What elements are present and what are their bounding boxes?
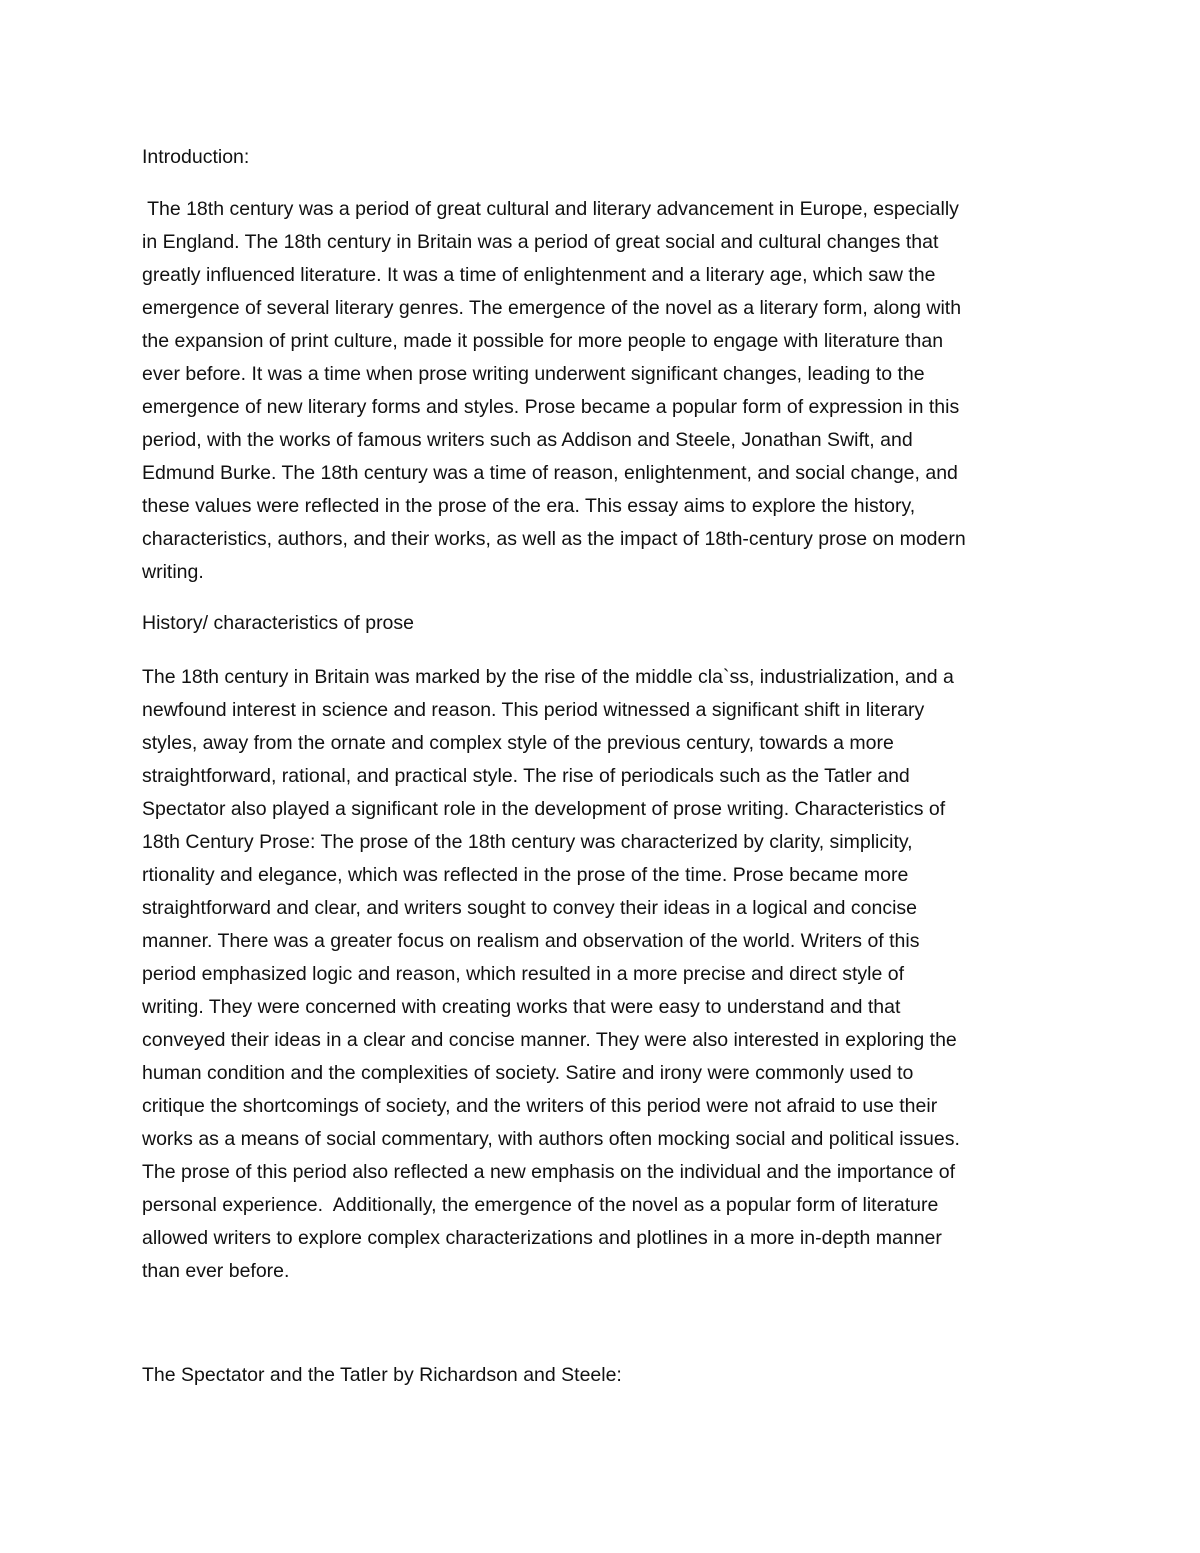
text-line: than ever before.	[142, 1260, 290, 1282]
text-line: newfound interest in science and reason. This period witnessed a significant shift in literary	[142, 699, 925, 721]
text-line: emergence of new literary forms and styles. Prose became a popular form of expression in this	[142, 396, 960, 418]
text-line: characteristics, authors, and their works, as well as the impact of 18th-century prose on modern	[142, 528, 966, 550]
heading-text: The Spectator and the Tatler by Richardson and Steele:	[142, 1364, 622, 1386]
text-line: manner. There was a greater focus on realism and observation of the world. Writers of this	[142, 930, 920, 952]
heading-history-characteristics	[142, 607, 414, 640]
text-line: these values were reflected in the prose of the era. This essay aims to explore the history,	[142, 495, 916, 517]
text-line: period, with the works of famous writers such as Addison and Steele, Jonathan Swift, and	[142, 429, 913, 451]
text-line: critique the shortcomings of society, and the writers of this period were not afraid to use their	[142, 1095, 938, 1117]
text-line: personal experience. Additionally, the emergence of the novel as a popular form of literature	[142, 1194, 939, 1216]
heading-introduction	[142, 141, 249, 174]
heading-spectator-tatler	[142, 1359, 622, 1392]
text-line: conveyed their ideas in a clear and concise manner. They were also interested in exploring the	[142, 1029, 957, 1051]
text-line: straightforward and clear, and writers sought to convey their ideas in a logical and concise	[142, 897, 918, 919]
text-line: allowed writers to explore complex characterizations and plotlines in a more in-depth manner	[142, 1227, 942, 1249]
text-line: ever before. It was a time when prose writing underwent significant changes, leading to the	[142, 363, 925, 385]
text-line: writing. They were concerned with creating works that were easy to understand and that	[142, 996, 901, 1018]
text-line: 18th Century Prose: The prose of the 18th century was characterized by clarity, simplicity,	[142, 831, 913, 853]
text-line: rtionality and elegance, which was reflected in the prose of the time. Prose became more	[142, 864, 909, 886]
text-line: works as a means of social commentary, with authors often mocking social and political issues.	[142, 1128, 960, 1150]
text-line: The 18th century was a period of great cultural and literary advancement in Europe, especially	[142, 198, 959, 220]
heading-text: History/ characteristics of prose	[142, 612, 415, 634]
paragraph-introduction	[142, 193, 966, 589]
text-line: emergence of several literary genres. The emergence of the novel as a literary form, along with	[142, 297, 962, 319]
text-line: period emphasized logic and reason, which resulted in a more precise and direct style of	[142, 963, 904, 985]
text-line: styles, away from the ornate and complex style of the previous century, towards a more	[142, 732, 894, 754]
text-line: The prose of this period also reflected a new emphasis on the individual and the importance of	[142, 1161, 955, 1183]
text-line: greatly influenced literature. It was a time of enlightenment and a literary age, which saw the	[142, 264, 936, 286]
text-line: in England. The 18th century in Britain was a period of great social and cultural changes that	[142, 231, 939, 253]
heading-text: Introduction:	[142, 146, 250, 168]
text-line: human condition and the complexities of society. Satire and irony were commonly used to	[142, 1062, 914, 1084]
text-line: Spectator also played a significant role in the development of prose writing. Characteristics of	[142, 798, 946, 820]
paragraph-history	[142, 661, 960, 1288]
text-line: straightforward, rational, and practical style. The rise of periodicals such as the Tatler and	[142, 765, 910, 787]
text-line: the expansion of print culture, made it possible for more people to engage with literature than	[142, 330, 944, 352]
text-line: writing.	[142, 561, 204, 583]
text-line: Edmund Burke. The 18th century was a time of reason, enlightenment, and social change, and	[142, 462, 958, 484]
text-line: The 18th century in Britain was marked by the rise of the middle cla`ss, industrialization, and a	[142, 666, 954, 688]
